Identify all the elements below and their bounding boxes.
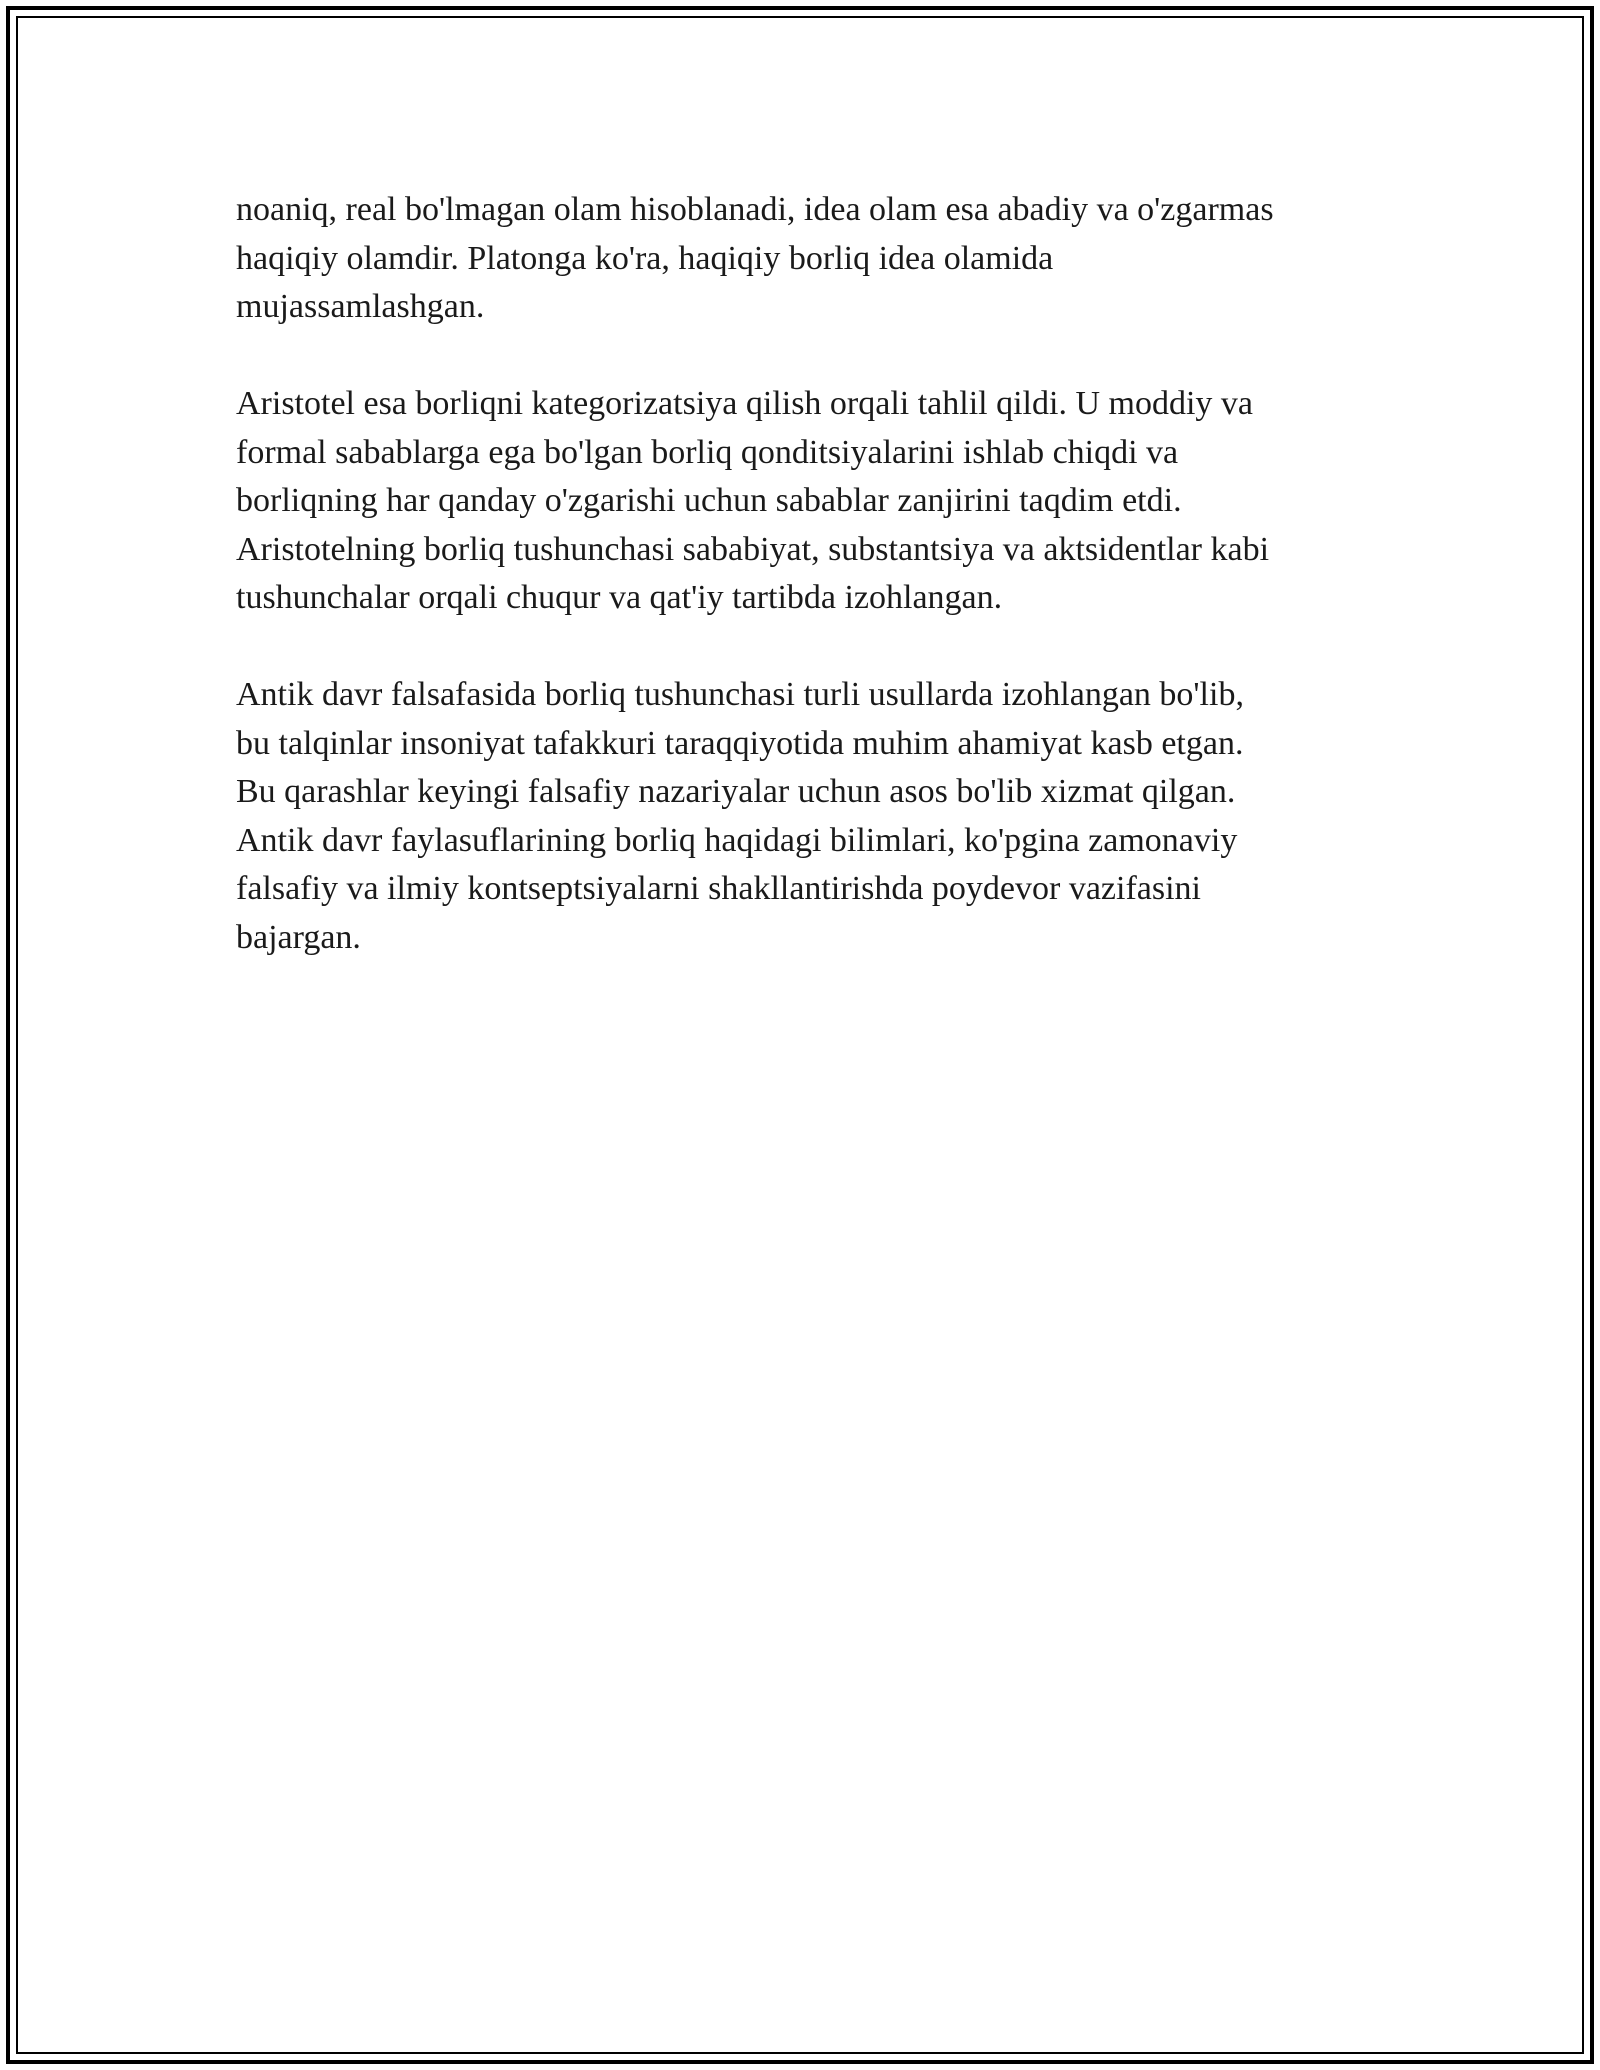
paragraph-2 bbox=[236, 380, 1376, 623]
text-line: formal sabablarga ega bo'lgan borliq qonditsiyalarini ishlab chiqdi va bbox=[236, 433, 1179, 471]
text-line: Aristotel esa borliqni kategorizatsiya qilish orqali tahlil qildi. U moddiy va bbox=[236, 385, 1253, 422]
text-line: falsafiy va ilmiy kontseptsiyalarni shakllantirishda poydevor vazifasini bbox=[236, 870, 1201, 907]
text-line: Antik davr falsafasida borliq tushunchasi turli usullarda izohlangan bo'lib, bbox=[236, 676, 1244, 713]
text-line: tushunchalar orqali chuqur va qat'iy tartibda izohlangan. bbox=[236, 579, 1003, 616]
text-line: Aristotelning borliq tushunchasi sababiyat, substantsiya va aktsidentlar kabi bbox=[236, 530, 1270, 568]
paragraph-1 bbox=[236, 186, 1376, 332]
text-line: haqiqiy olamdir. Platonga ko'ra, haqiqiy borliq idea olamida bbox=[236, 239, 1054, 277]
document-body bbox=[236, 186, 1376, 1011]
text-line: noaniq, real bo'lmagan olam hisoblanadi, idea olam esa abadiy va o'zgarmas bbox=[236, 191, 1274, 228]
text-line: mujassamlashgan. bbox=[236, 288, 485, 325]
text-line: Bu qarashlar keyingi falsafiy nazariyalar uchun asos bo'lib xizmat qilgan. bbox=[236, 773, 1236, 810]
text-line: bu talqinlar insoniyat tafakkuri taraqqiyotida muhim ahamiyat kasb etgan. bbox=[236, 724, 1244, 762]
text-line: Antik davr faylasuflarining borliq haqidagi bilimlari, ko'pgina zamonaviy bbox=[236, 821, 1238, 859]
text-line: borliqning har qanday o'zgarishi uchun sabablar zanjirini taqdim etdi. bbox=[236, 482, 1182, 519]
paragraph-3 bbox=[236, 671, 1376, 962]
text-line: bajargan. bbox=[236, 918, 361, 956]
